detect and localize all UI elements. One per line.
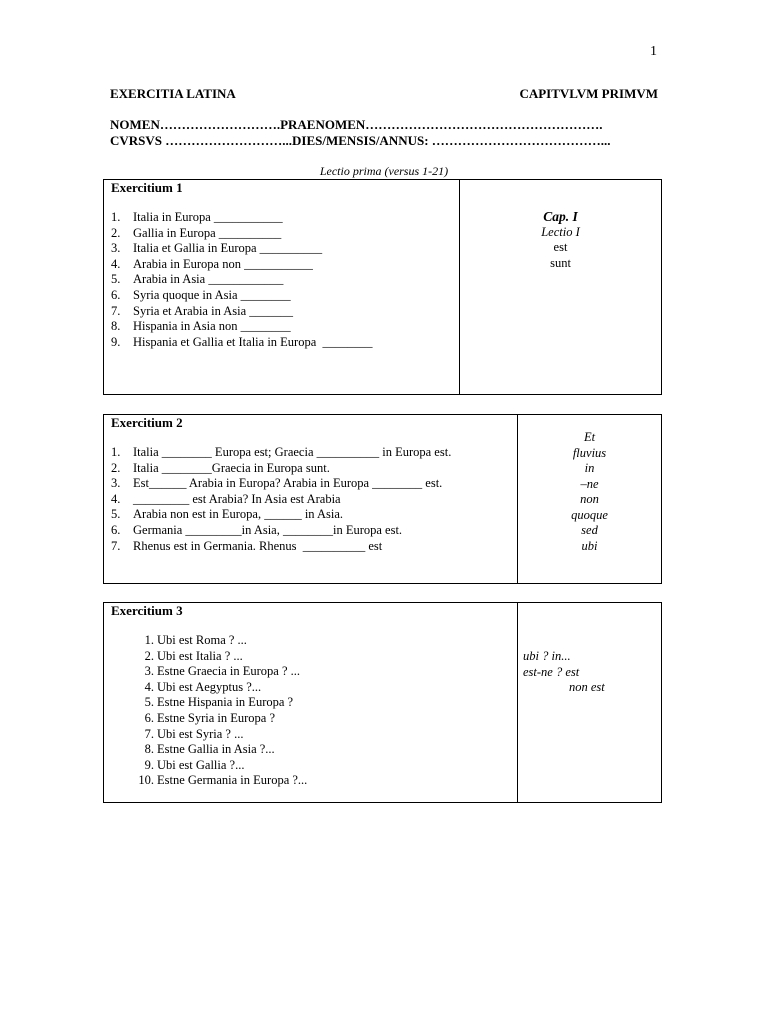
exercise-3-list	[124, 633, 514, 789]
exercise-1-box	[103, 179, 662, 395]
vocab-word: –ne	[580, 476, 599, 491]
exercise-3-divider	[517, 603, 518, 802]
list-item: 7. Rhenus est in Germania. Rhenus __________ est	[111, 538, 383, 553]
vocab-word: non	[580, 492, 599, 506]
exercise-1-list	[111, 210, 451, 350]
vocab-word: sunt	[550, 255, 571, 270]
vocab-word: ubi ? in...	[523, 649, 571, 663]
list-item: 4. _________ est Arabia? In Asia est Arabia	[111, 491, 341, 506]
list-item: 7. Syria et Arabia in Asia _______	[111, 303, 294, 318]
vocab-word: Cap. I	[543, 209, 578, 224]
exercise-1-vocab	[460, 209, 661, 271]
lectio-caption: Lectio prima (versus 1-21)	[319, 164, 449, 178]
vocab-word: est	[553, 240, 568, 254]
list-item: 1. Italia in Europa ___________	[111, 210, 283, 224]
list-item: 5. Arabia non est in Europa, ______ in Asia.	[111, 507, 344, 522]
vocab-word: quoque	[571, 507, 608, 522]
exercise-1-title: Exercitium 1	[111, 180, 183, 195]
list-item: 2. Ubi est Italia ? ...	[144, 648, 243, 663]
exercise-3-box	[103, 602, 662, 803]
exercise-2-list	[111, 445, 516, 554]
list-item: 2. Gallia in Europa __________	[111, 225, 282, 240]
exercise-2-title: Exercitium 2	[111, 415, 183, 430]
list-item: 2. Italia ________Graecia in Europa sunt.	[111, 460, 330, 475]
vocab-word: Lectio I	[541, 224, 580, 239]
exercise-3-vocab	[523, 649, 661, 696]
page-number: 1	[650, 44, 657, 59]
vocab-word: non est	[569, 680, 605, 694]
name-field-line: NOMEN……………………….PRAENOMEN……………………………………………….	[110, 117, 603, 132]
list-item: 7. Ubi est Syria ? ...	[144, 726, 244, 741]
vocab-word: Et	[583, 430, 596, 444]
vocab-word: ubi	[581, 538, 598, 553]
list-item: 1. Ubi est Roma ? ...	[144, 633, 247, 647]
list-item: 6. Syria quoque in Asia ________	[111, 287, 291, 302]
exercise-3-title: Exercitium 3	[111, 603, 183, 618]
vocab-word: in	[584, 461, 595, 475]
list-item: 10. Estne Germania in Europa ?...	[138, 773, 308, 788]
list-item: 6. Germania _________in Asia, ________in Europa est.	[111, 522, 403, 537]
list-item: 5. Arabia in Asia ____________	[111, 272, 284, 287]
list-item: 8. Hispania in Asia non ________	[111, 319, 291, 334]
list-item: 9. Ubi est Gallia ?...	[144, 757, 245, 772]
chapter-title: CAPITVLVM PRIMVM	[519, 86, 658, 101]
vocab-word: fluvius	[572, 445, 607, 460]
list-item: 3. Estne Graecia in Europa ? ...	[144, 664, 300, 679]
list-item: 5. Estne Hispania in Europa ?	[144, 695, 294, 710]
list-item: 6. Estne Syria in Europa ?	[144, 710, 276, 725]
exercise-2-box	[103, 414, 662, 584]
exercise-2-vocab	[518, 430, 661, 554]
list-item: 4. Ubi est Aegyptus ?...	[144, 679, 262, 694]
list-item: 8. Estne Gallia in Asia ?...	[144, 742, 275, 757]
vocab-word: est-ne ? est	[523, 664, 580, 679]
course-date-field-line: CVRSVS ………………………...DIES/MENSIS/ANNUS: …………………………………...	[110, 133, 611, 148]
list-item: 9. Hispania et Gallia et Italia in Europa ________	[111, 334, 373, 349]
worksheet-title: EXERCITIA LATINA	[110, 86, 236, 101]
vocab-word: sed	[581, 523, 598, 537]
list-item: 4. Arabia in Europa non ___________	[111, 256, 313, 271]
list-item: 1. Italia ________ Europa est; Graecia __________ in Europa est.	[111, 445, 452, 459]
list-item: 3. Est______ Arabia in Europa? Arabia in Europa ________ est.	[111, 476, 443, 491]
list-item: 3. Italia et Gallia in Europa __________	[111, 241, 323, 256]
